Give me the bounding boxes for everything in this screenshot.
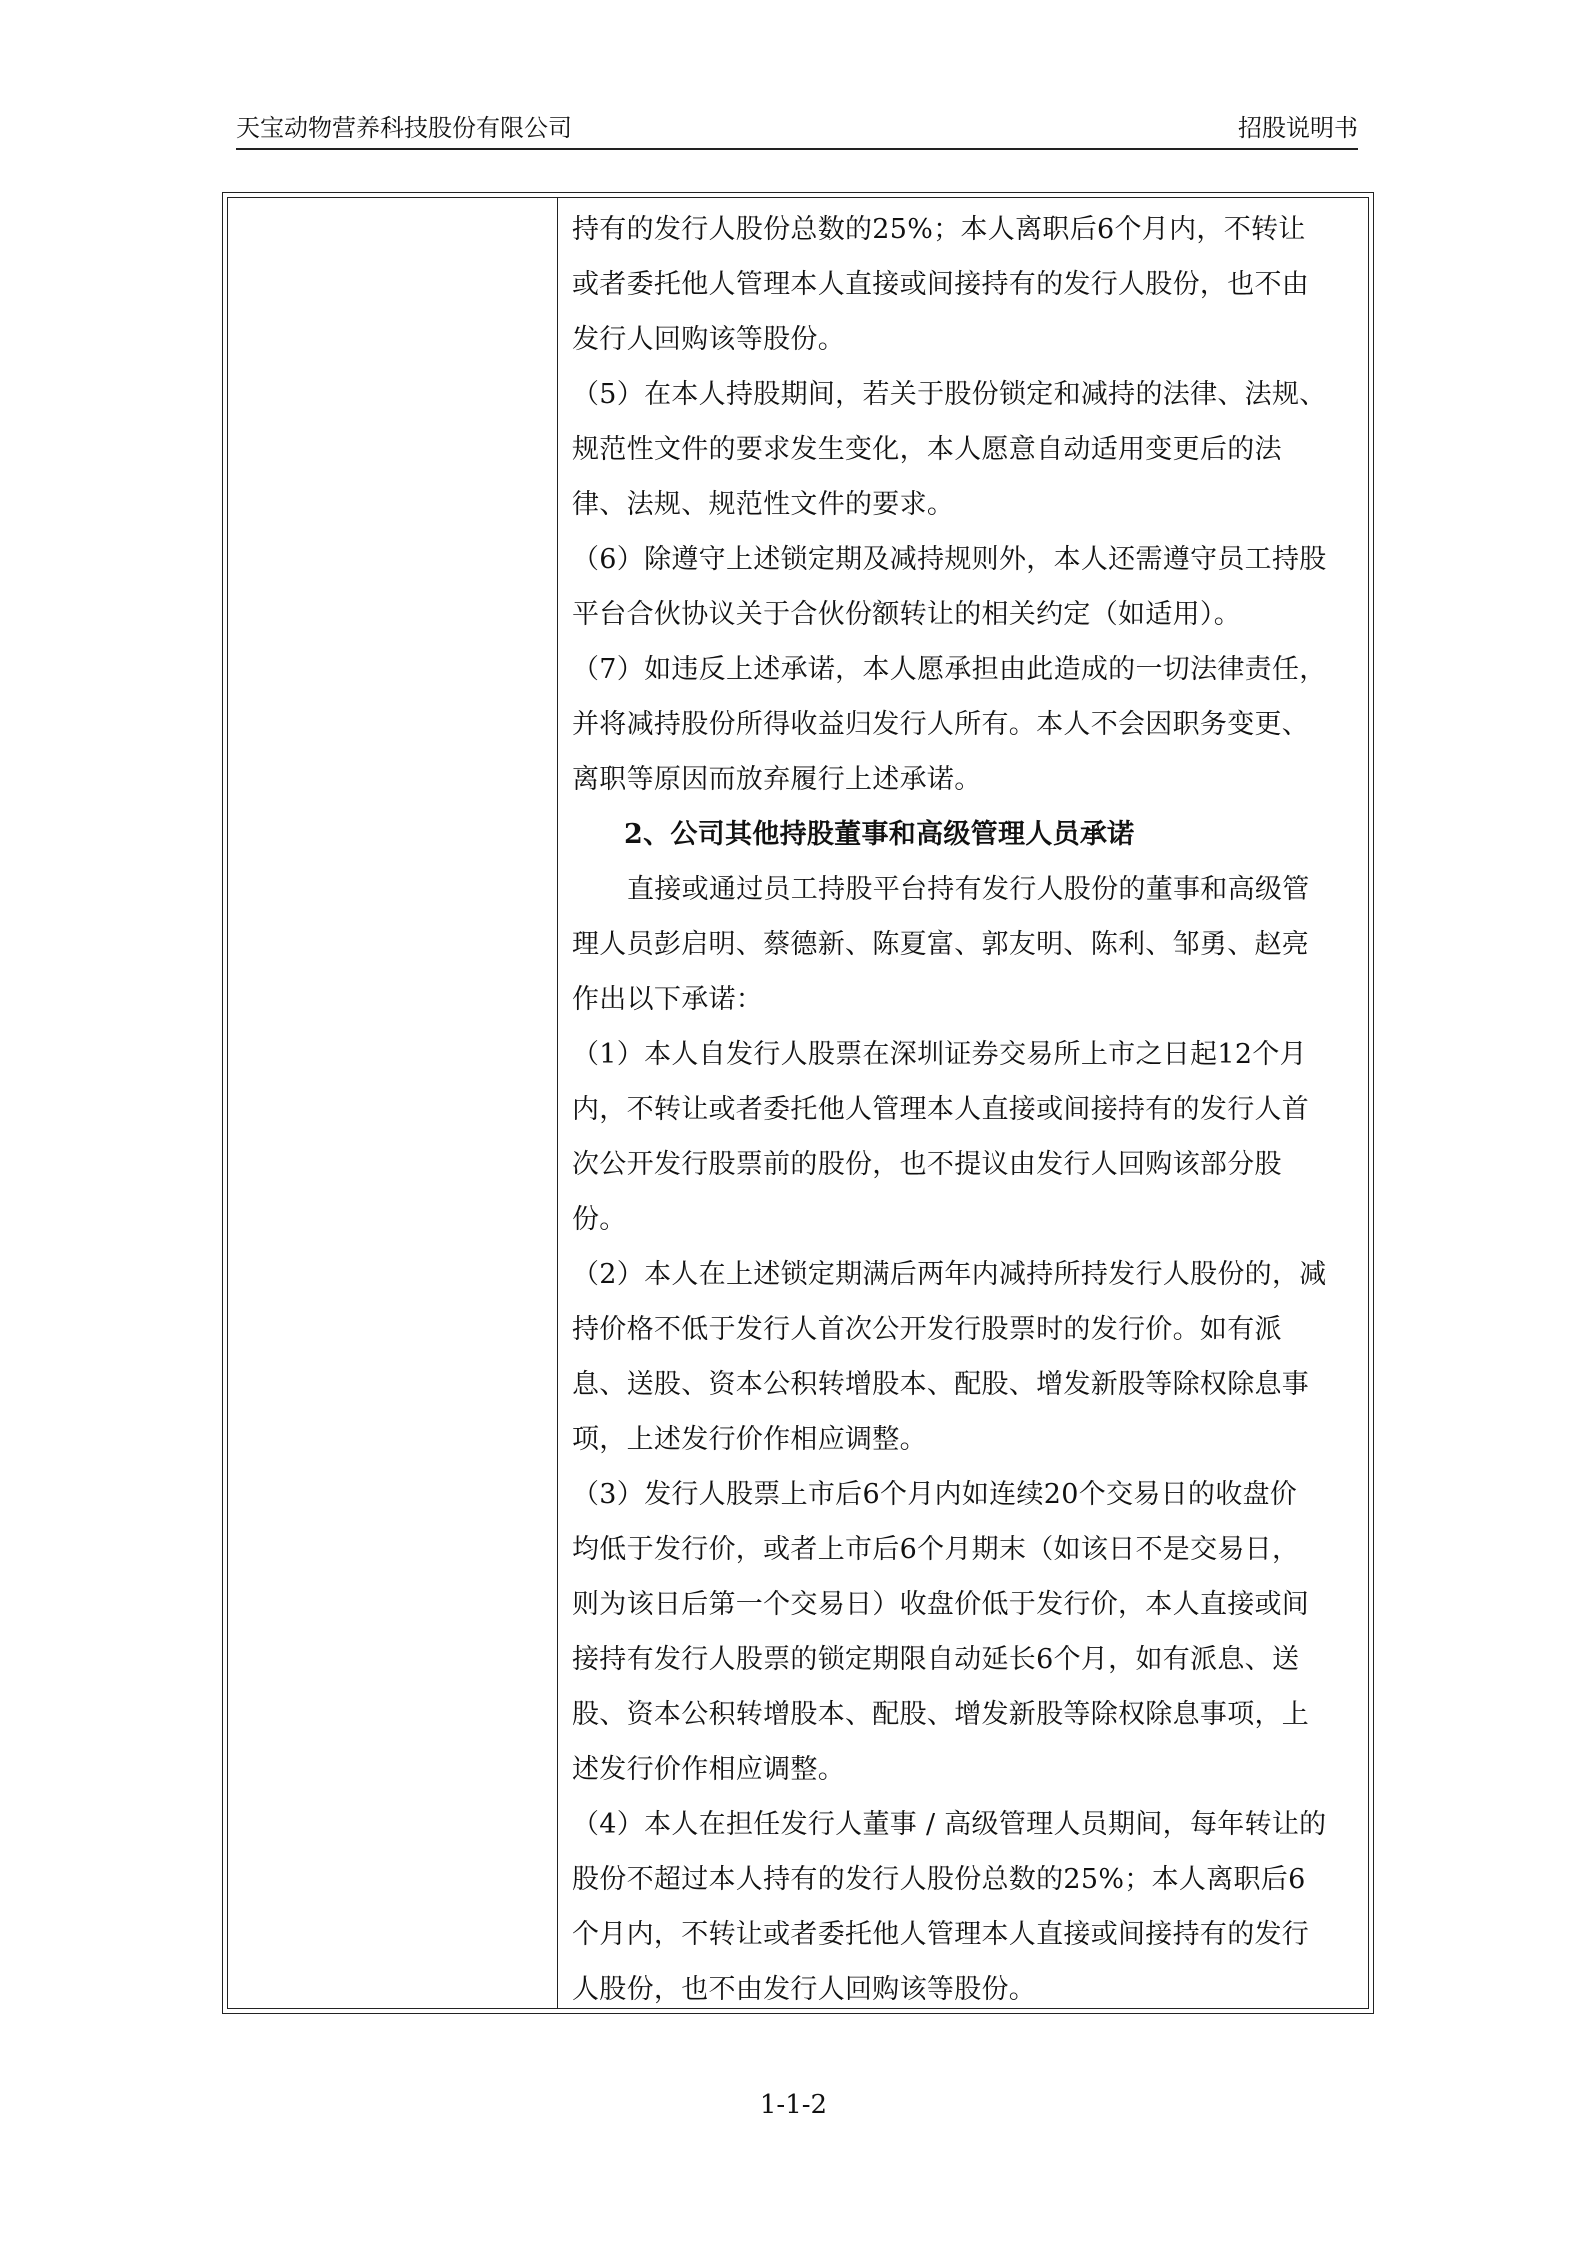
text-line: 直接或通过员工持股平台持有发行人股份的董事和高级管 — [627, 874, 1310, 905]
page-header — [236, 108, 1358, 150]
text-line: 离职等原因而放弃履行上述承诺。 — [572, 764, 982, 795]
text-line: （4）本人在担任发行人董事 / 高级管理人员期间，每年转让的 — [572, 1809, 1327, 1840]
text-line: 个月内，不转让或者委托他人管理本人直接或间接持有的发行 — [572, 1919, 1310, 1950]
text-line: 股份不超过本人持有的发行人股份总数的25%；本人离职后6 — [572, 1864, 1306, 1895]
text-line: 则为该日后第一个交易日）收盘价低于发行价，本人直接或间 — [572, 1589, 1310, 1620]
document-type: 招股说明书 — [1238, 114, 1358, 142]
text-line: 述发行价作相应调整。 — [572, 1754, 845, 1785]
text-line: （6）除遵守上述锁定期及减持规则外，本人还需遵守员工持股 — [572, 544, 1327, 575]
text-line: （3）发行人股票上市后6个月内如连续20个交易日的收盘价 — [572, 1479, 1298, 1510]
text-line: 持价格不低于发行人首次公开发行股票时的发行价。如有派 — [572, 1314, 1282, 1345]
text-line: 或者委托他人管理本人直接或间接持有的发行人股份，也不由 — [572, 269, 1310, 300]
text-line: 息、送股、资本公积转增股本、配股、增发新股等除权除息事 — [572, 1369, 1310, 1400]
text-line: 发行人回购该等股份。 — [572, 324, 845, 355]
text-line: 股、资本公积转增股本、配股、增发新股等除权除息事项，上 — [572, 1699, 1310, 1730]
text-line: （1）本人自发行人股票在深圳证券交易所上市之日起12个月 — [572, 1039, 1307, 1070]
text-line: 持有的发行人股份总数的25%；本人离职后6个月内，不转让 — [572, 214, 1306, 245]
section-heading: 2、公司其他持股董事和高级管理人员承诺 — [624, 819, 1135, 850]
text-line: （5）在本人持股期间，若关于股份锁定和减持的法律、法规、 — [572, 379, 1327, 410]
text-line: 接持有发行人股票的锁定期限自动延长6个月，如有派息、送 — [572, 1644, 1300, 1675]
text-line: （7）如违反上述承诺，本人愿承担由此造成的一切法律责任， — [572, 654, 1327, 685]
page-number: 1-1-2 — [759, 2090, 828, 2120]
table-left-column — [228, 198, 558, 2008]
text-line: 项，上述发行价作相应调整。 — [572, 1424, 927, 1455]
text-line: 人股份，也不由发行人回购该等股份。 — [572, 1974, 1037, 2005]
company-name: 天宝动物营养科技股份有限公司 — [236, 114, 572, 142]
text-line: 平台合伙协议关于合伙份额转让的相关约定（如适用）。 — [572, 599, 1241, 630]
text-line: 内，不转让或者委托他人管理本人直接或间接持有的发行人首 — [572, 1094, 1310, 1125]
text-line: 份。 — [572, 1204, 627, 1235]
text-line: 规范性文件的要求发生变化，本人愿意自动适用变更后的法 — [572, 434, 1282, 465]
text-line: 次公开发行股票前的股份，也不提议由发行人回购该部分股 — [572, 1149, 1282, 1180]
text-line: 作出以下承诺： — [572, 984, 764, 1015]
table-inner-border — [227, 197, 1369, 2009]
text-line: 理人员彭启明、蔡德新、陈夏富、郭友明、陈利、邹勇、赵亮 — [572, 929, 1310, 960]
text-line: 律、法规、规范性文件的要求。 — [572, 489, 955, 520]
text-line: 并将减持股份所得收益归发行人所有。本人不会因职务变更、 — [572, 709, 1310, 740]
text-line: （2）本人在上述锁定期满后两年内减持所持发行人股份的，减 — [572, 1259, 1327, 1290]
table-right-column — [558, 198, 1368, 2008]
commitment-table — [222, 192, 1374, 2014]
text-line: 均低于发行价，或者上市后6个月期末（如该日不是交易日， — [572, 1534, 1300, 1565]
